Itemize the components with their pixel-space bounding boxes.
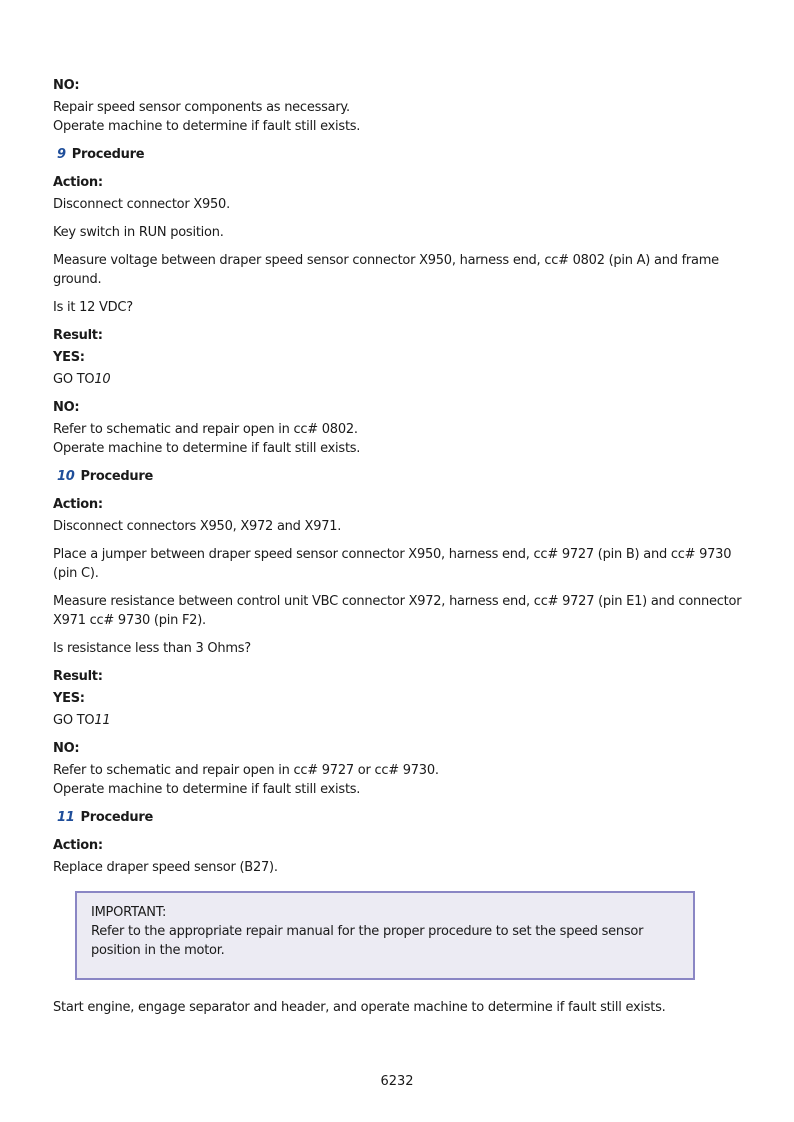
no-line: Repair speed sensor components as necessary. — [53, 100, 350, 115]
no-label: NO: — [53, 400, 80, 415]
step-number: 11 — [57, 810, 75, 825]
yes-label: YES: — [53, 350, 85, 365]
step-number: 10 — [57, 469, 75, 484]
question-line: Is it 12 VDC? — [53, 300, 133, 315]
no-label: NO: — [53, 741, 80, 756]
yes-label: YES: — [53, 691, 85, 706]
question-line: Is resistance less than 3 Ohms? — [53, 641, 251, 656]
goto-step-link[interactable]: 10 — [94, 372, 111, 387]
goto-prefix: GO TO — [53, 372, 95, 387]
action-line: Measure voltage between draper speed sensor connector X950, harness end, cc# 0802 (pin A) and frame ground. — [53, 253, 719, 287]
step-title: Procedure — [71, 147, 145, 162]
action-label: Action: — [53, 175, 103, 190]
action-label: Action: — [53, 838, 103, 853]
no-line: Refer to schematic and repair open in cc# 0802. — [53, 422, 358, 437]
note-title: IMPORTANT: — [91, 905, 167, 920]
action-line: Replace draper speed sensor (B27). — [53, 860, 278, 875]
action-label: Action: — [53, 497, 103, 512]
result-label: Result: — [53, 328, 103, 343]
step-title: Procedure — [80, 810, 153, 825]
goto-step-link[interactable]: 11 — [94, 713, 111, 728]
action-line: Disconnect connector X950. — [53, 197, 230, 212]
no-line: Refer to schematic and repair open in cc# 9727 or cc# 9730. — [53, 763, 439, 778]
action-line: Disconnect connectors X950, X972 and X971. — [53, 519, 342, 534]
no-label: NO: — [53, 78, 80, 93]
result-label: Result: — [53, 669, 103, 684]
important-note-box — [75, 891, 695, 980]
step-heading-11 — [53, 808, 743, 827]
step-heading-10 — [53, 467, 743, 486]
page-number: 6232 — [380, 1074, 414, 1089]
no-line: Operate machine to determine if fault still exists. — [53, 782, 361, 797]
note-text: Refer to the appropriate repair manual for the proper procedure to set the speed sensor position in the motor. — [91, 924, 644, 958]
goto-prefix: GO TO — [53, 713, 95, 728]
action-line: Key switch in RUN position. — [53, 225, 224, 240]
step-heading-9 — [53, 145, 743, 164]
yes-goto — [53, 711, 743, 730]
step-number: 9 — [57, 147, 66, 162]
step-title: Procedure — [80, 469, 153, 484]
no-line: Operate machine to determine if fault still exists. — [53, 441, 361, 456]
yes-goto — [53, 370, 743, 389]
action-line: Measure resistance between control unit VBC connector X972, harness end, cc# 9727 (pin E1) and connector X971 cc# 9730 (pin F2). — [53, 594, 742, 628]
action-line: Place a jumper between draper speed sensor connector X950, harness end, cc# 9727 (pin B) and cc# 9730 (pin C). — [53, 547, 732, 581]
final-action-line: Start engine, engage separator and header, and operate machine to determine if fault still exists. — [53, 1000, 666, 1015]
no-line: Operate machine to determine if fault still exists. — [53, 119, 361, 134]
document-page — [53, 76, 743, 1026]
